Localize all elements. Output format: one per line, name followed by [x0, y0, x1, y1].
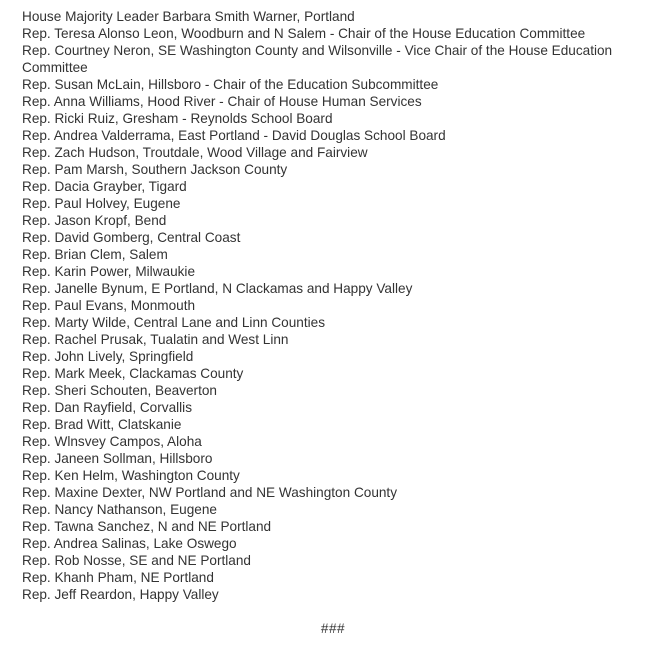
- list-item: Rep. Courtney Neron, SE Washington County and Wilsonville - Vice Chair of the House Education Committee: [22, 43, 613, 75]
- list-item: Rep. Janeen Sollman, Hillsboro: [22, 451, 213, 466]
- list-item: Rep. Brad Witt, Clatskanie: [22, 417, 182, 432]
- list-item: Rep. Nancy Nathanson, Eugene: [22, 502, 217, 517]
- list-item: Rep. Ricki Ruiz, Gresham - Reynolds School Board: [22, 111, 333, 126]
- list-item: Rep. Dan Rayfield, Corvallis: [22, 400, 192, 415]
- list-item: Rep. Paul Evans, Monmouth: [22, 298, 196, 313]
- list-item: Rep. Janelle Bynum, E Portland, N Clackamas and Happy Valley: [22, 281, 413, 296]
- list-item: Rep. Karin Power, Milwaukie: [22, 264, 196, 279]
- list-item: Rep. Andrea Valderrama, East Portland - David Douglas School Board: [22, 128, 446, 143]
- list-item: Rep. Rob Nosse, SE and NE Portland: [22, 553, 251, 568]
- signatory-list: [22, 8, 652, 603]
- list-item: Rep. Teresa Alonso Leon, Woodburn and N Salem - Chair of the House Education Committee: [22, 26, 586, 41]
- list-item: Rep. Jason Kropf, Bend: [22, 213, 167, 228]
- list-item: Rep. Marty Wilde, Central Lane and Linn Counties: [22, 315, 325, 330]
- list-item: Rep. Mark Meek, Clackamas County: [22, 366, 244, 381]
- list-item: Rep. Tawna Sanchez, N and NE Portland: [22, 519, 272, 534]
- list-item: Rep. Khanh Pham, NE Portland: [22, 570, 214, 585]
- list-item: House Majority Leader Barbara Smith Warner, Portland: [22, 9, 355, 24]
- list-item: Rep. Dacia Grayber, Tigard: [22, 179, 187, 194]
- list-item: Rep. David Gomberg, Central Coast: [22, 230, 241, 245]
- list-item: Rep. Susan McLain, Hillsboro - Chair of the Education Subcommittee: [22, 77, 439, 92]
- end-of-release-marker: ###: [320, 621, 346, 636]
- signatory-list-document: [22, 8, 652, 603]
- list-item: Rep. Wlnsvey Campos, Aloha: [22, 434, 202, 449]
- list-item: Rep. Jeff Reardon, Happy Valley: [22, 587, 219, 602]
- list-item: Rep. Sheri Schouten, Beaverton: [22, 383, 217, 398]
- list-item: Rep. Zach Hudson, Troutdale, Wood Village and Fairview: [22, 145, 368, 160]
- list-item: Rep. John Lively, Springfield: [22, 349, 194, 364]
- list-item: Rep. Maxine Dexter, NW Portland and NE Washington County: [22, 485, 398, 500]
- list-item: Rep. Paul Holvey, Eugene: [22, 196, 181, 211]
- list-item: Rep. Ken Helm, Washington County: [22, 468, 240, 483]
- list-item: Rep. Andrea Salinas, Lake Oswego: [22, 536, 237, 551]
- list-item: Rep. Rachel Prusak, Tualatin and West Linn: [22, 332, 289, 347]
- list-item: Rep. Pam Marsh, Southern Jackson County: [22, 162, 288, 177]
- list-item: Rep. Brian Clem, Salem: [22, 247, 168, 262]
- list-item: Rep. Anna Williams, Hood River - Chair of House Human Services: [22, 94, 422, 109]
